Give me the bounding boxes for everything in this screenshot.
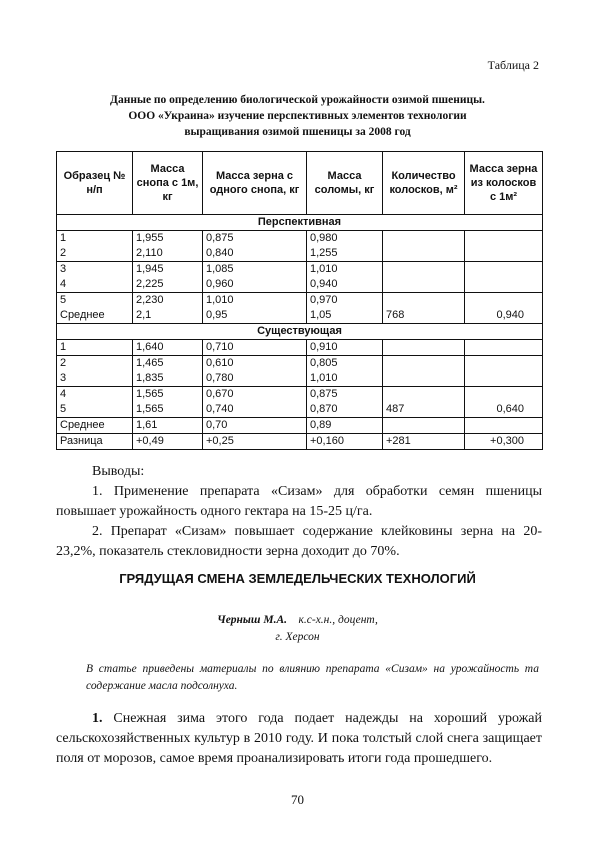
table-cell xyxy=(383,340,465,356)
section-label: Перспективная xyxy=(57,215,543,231)
table-row-group xyxy=(57,293,543,324)
cell-value: 1,835 xyxy=(136,372,164,384)
table-row-group xyxy=(57,340,543,356)
cell-value: 1,955 xyxy=(136,232,164,244)
cell-value: 0,95 xyxy=(206,309,228,321)
cell-value xyxy=(386,340,461,355)
cell-value: 0,740 xyxy=(206,403,234,415)
table-cell xyxy=(383,293,465,324)
conclusion-item: 1. Применение препарата «Сизам» для обработки семян пшеницы повышает урожайность одного гектара на 15-25 ц/га. xyxy=(56,484,542,519)
table-cell xyxy=(307,418,383,434)
table-cell xyxy=(203,262,307,293)
column-header: Количество колосков, м² xyxy=(383,152,465,215)
cell-value: +0,160 xyxy=(310,435,344,447)
caption-line: Данные по определению биологической урожайности озимой пшеницы. xyxy=(110,94,485,106)
cell-value: 4 xyxy=(60,388,67,400)
cell-value: 2 xyxy=(60,357,67,369)
author-title: к.с-х.н., доцент, xyxy=(298,614,378,626)
cell-value: 0,940 xyxy=(310,278,338,290)
cell-value: 0,670 xyxy=(206,388,234,400)
table-cell xyxy=(307,387,383,418)
table-cell xyxy=(57,387,133,418)
table-row-group xyxy=(57,418,543,434)
cell-value xyxy=(468,356,524,371)
table-cell xyxy=(133,418,203,434)
cell-value: 1,010 xyxy=(310,372,338,384)
cell-value: 0,870 xyxy=(310,403,338,415)
cell-value xyxy=(386,387,461,402)
table-cell xyxy=(383,356,465,387)
table-cell xyxy=(465,340,543,356)
table-cell xyxy=(203,434,307,450)
cell-value: 1,565 xyxy=(136,388,164,400)
cell-value: 0,910 xyxy=(310,341,338,353)
table-label: Таблица 2 xyxy=(487,58,539,72)
column-header: Образец № н/п xyxy=(57,152,133,215)
article-heading: ГРЯДУЩАЯ СМЕНА ЗЕМЛЕДЕЛЬЧЕСКИХ ТЕХНОЛОГИЙ xyxy=(119,571,476,586)
table-cell xyxy=(383,418,465,434)
table-cell xyxy=(203,387,307,418)
cell-value xyxy=(468,387,524,402)
table-cell xyxy=(383,262,465,293)
cell-value: 1,945 xyxy=(136,263,164,275)
column-header: Масса зерна из колосков с 1м² xyxy=(465,152,543,215)
cell-value: 0,710 xyxy=(206,341,234,353)
conclusions-title: Выводы: xyxy=(92,464,145,479)
cell-value: 5 xyxy=(60,403,67,415)
table-cell xyxy=(133,434,203,450)
cell-value xyxy=(386,293,461,308)
cell-value xyxy=(468,340,524,355)
column-header: Масса снопа с 1м, кг xyxy=(133,152,203,215)
table-cell xyxy=(465,434,543,450)
section-label: Существующая xyxy=(57,324,543,340)
table-cell xyxy=(307,356,383,387)
cell-value: 1,255 xyxy=(310,247,338,259)
abstract: В статье приведены материалы по влиянию препарата «Сизам» на урожайность та содержание масла подсолнуха. xyxy=(86,663,539,692)
table-cell xyxy=(57,340,133,356)
table-cell xyxy=(57,293,133,324)
table-row-group xyxy=(57,387,543,418)
cell-value: 2,225 xyxy=(136,278,164,290)
cell-value: 0,980 xyxy=(310,232,338,244)
cell-value: 1,565 xyxy=(136,403,164,415)
table-cell xyxy=(465,293,543,324)
table-cell xyxy=(307,434,383,450)
table-cell xyxy=(133,387,203,418)
cell-value: 1 xyxy=(60,232,67,244)
table-cell xyxy=(57,356,133,387)
table-cell xyxy=(57,262,133,293)
cell-value: 0,805 xyxy=(310,357,338,369)
caption-line: ООО «Украина» изучение перспективных элементов технологии xyxy=(128,110,467,122)
section-row xyxy=(57,324,543,340)
article-body xyxy=(56,709,542,769)
cell-value xyxy=(468,262,524,277)
cell-value: 3 xyxy=(60,372,67,384)
cell-value: 1 xyxy=(60,341,67,353)
cell-value: 1,010 xyxy=(206,294,234,306)
table-cell xyxy=(465,418,543,434)
table-cell xyxy=(133,293,203,324)
cell-value xyxy=(386,262,461,277)
cell-value: 0,89 xyxy=(310,419,332,431)
author-name: Черныш М.А. xyxy=(217,614,288,626)
table-cell xyxy=(465,262,543,293)
table-cell xyxy=(203,340,307,356)
conclusions xyxy=(56,462,542,562)
cell-value: 4 xyxy=(60,278,67,290)
author-block xyxy=(40,612,555,646)
table-cell xyxy=(203,293,307,324)
cell-value xyxy=(386,418,461,433)
table-cell xyxy=(57,231,133,262)
cell-value xyxy=(386,356,461,371)
cell-value xyxy=(468,231,524,246)
table-cell xyxy=(383,387,465,418)
table-cell xyxy=(465,387,543,418)
cell-value: 0,610 xyxy=(206,357,234,369)
cell-value: 1,465 xyxy=(136,357,164,369)
table-cell xyxy=(465,231,543,262)
paragraph-text: Снежная зима этого года подает надежды на хороший урожай сельскохозяйственных культур в 2010 году. И пока толстый слой снега защищает поля от морозов, самое время проанализировать итоги года прошедшего. xyxy=(56,711,542,766)
table-header-row xyxy=(57,152,543,215)
table-cell xyxy=(383,231,465,262)
cell-value xyxy=(386,277,461,292)
cell-value: 3 xyxy=(60,263,67,275)
cell-value: 2,230 xyxy=(136,294,164,306)
caption-line: выращивания озимой пшеницы за 2008 год xyxy=(184,126,411,138)
cell-value: 0,960 xyxy=(206,278,234,290)
cell-value xyxy=(386,371,461,386)
cell-value: 1,010 xyxy=(310,263,338,275)
paragraph xyxy=(56,709,542,769)
table-row-group xyxy=(57,262,543,293)
table-cell xyxy=(383,434,465,450)
cell-value xyxy=(468,246,524,261)
cell-value: 2,110 xyxy=(136,247,163,259)
table-cell xyxy=(203,418,307,434)
cell-value: Среднее xyxy=(60,419,105,431)
yield-table xyxy=(56,151,543,450)
column-header: Масса соломы, кг xyxy=(307,152,383,215)
table-cell xyxy=(133,340,203,356)
cell-value: +281 xyxy=(386,435,411,447)
paragraph-number: 1. xyxy=(92,711,103,726)
cell-value: 0,970 xyxy=(310,294,338,306)
page-number: 70 xyxy=(291,792,304,807)
cell-value: 768 xyxy=(386,309,405,321)
conclusion-item: 2. Препарат «Сизам» повышает содержание клейковины зерна на 20-23,2%, показатель стекловидности зерна доходит до 70%. xyxy=(56,524,542,559)
cell-value: 0,940 xyxy=(496,309,524,321)
table-cell xyxy=(307,340,383,356)
cell-value: +0,300 xyxy=(490,435,524,447)
cell-value: 1,640 xyxy=(136,341,164,353)
table-cell xyxy=(133,262,203,293)
cell-value xyxy=(468,293,524,308)
cell-value: 1,05 xyxy=(310,309,332,321)
cell-value: +0,49 xyxy=(136,435,164,447)
cell-value: 0,875 xyxy=(206,232,234,244)
table-cell xyxy=(133,356,203,387)
cell-value: 487 xyxy=(386,403,405,415)
cell-value xyxy=(468,277,524,292)
table-cell xyxy=(307,293,383,324)
table-row-group xyxy=(57,231,543,262)
table-cell xyxy=(203,356,307,387)
author-city: г. Херсон xyxy=(275,631,320,643)
table-cell xyxy=(133,231,203,262)
cell-value: 0,780 xyxy=(206,372,234,384)
cell-value: 2 xyxy=(60,247,67,259)
table-row-group xyxy=(57,356,543,387)
table-caption xyxy=(40,92,555,140)
cell-value: Среднее xyxy=(60,309,105,321)
cell-value: Разница xyxy=(60,435,103,447)
table-cell xyxy=(57,434,133,450)
table-cell xyxy=(307,231,383,262)
cell-value: 1,61 xyxy=(136,419,158,431)
cell-value: 0,875 xyxy=(310,388,338,400)
section-row xyxy=(57,215,543,231)
table-cell xyxy=(465,356,543,387)
cell-value: 1,085 xyxy=(206,263,234,275)
cell-value: 0,840 xyxy=(206,247,234,259)
cell-value xyxy=(386,246,461,261)
cell-value: 2,1 xyxy=(136,309,152,321)
table-cell xyxy=(57,418,133,434)
table-cell xyxy=(203,231,307,262)
cell-value xyxy=(468,371,524,386)
cell-value: 0,640 xyxy=(496,403,524,415)
table-cell xyxy=(307,262,383,293)
cell-value xyxy=(386,231,461,246)
cell-value: 0,70 xyxy=(206,419,228,431)
cell-value: 5 xyxy=(60,294,67,306)
column-header: Масса зерна с одного снопа, кг xyxy=(203,152,307,215)
cell-value: +0,25 xyxy=(206,435,234,447)
table-row-group xyxy=(57,434,543,450)
cell-value xyxy=(468,418,524,433)
